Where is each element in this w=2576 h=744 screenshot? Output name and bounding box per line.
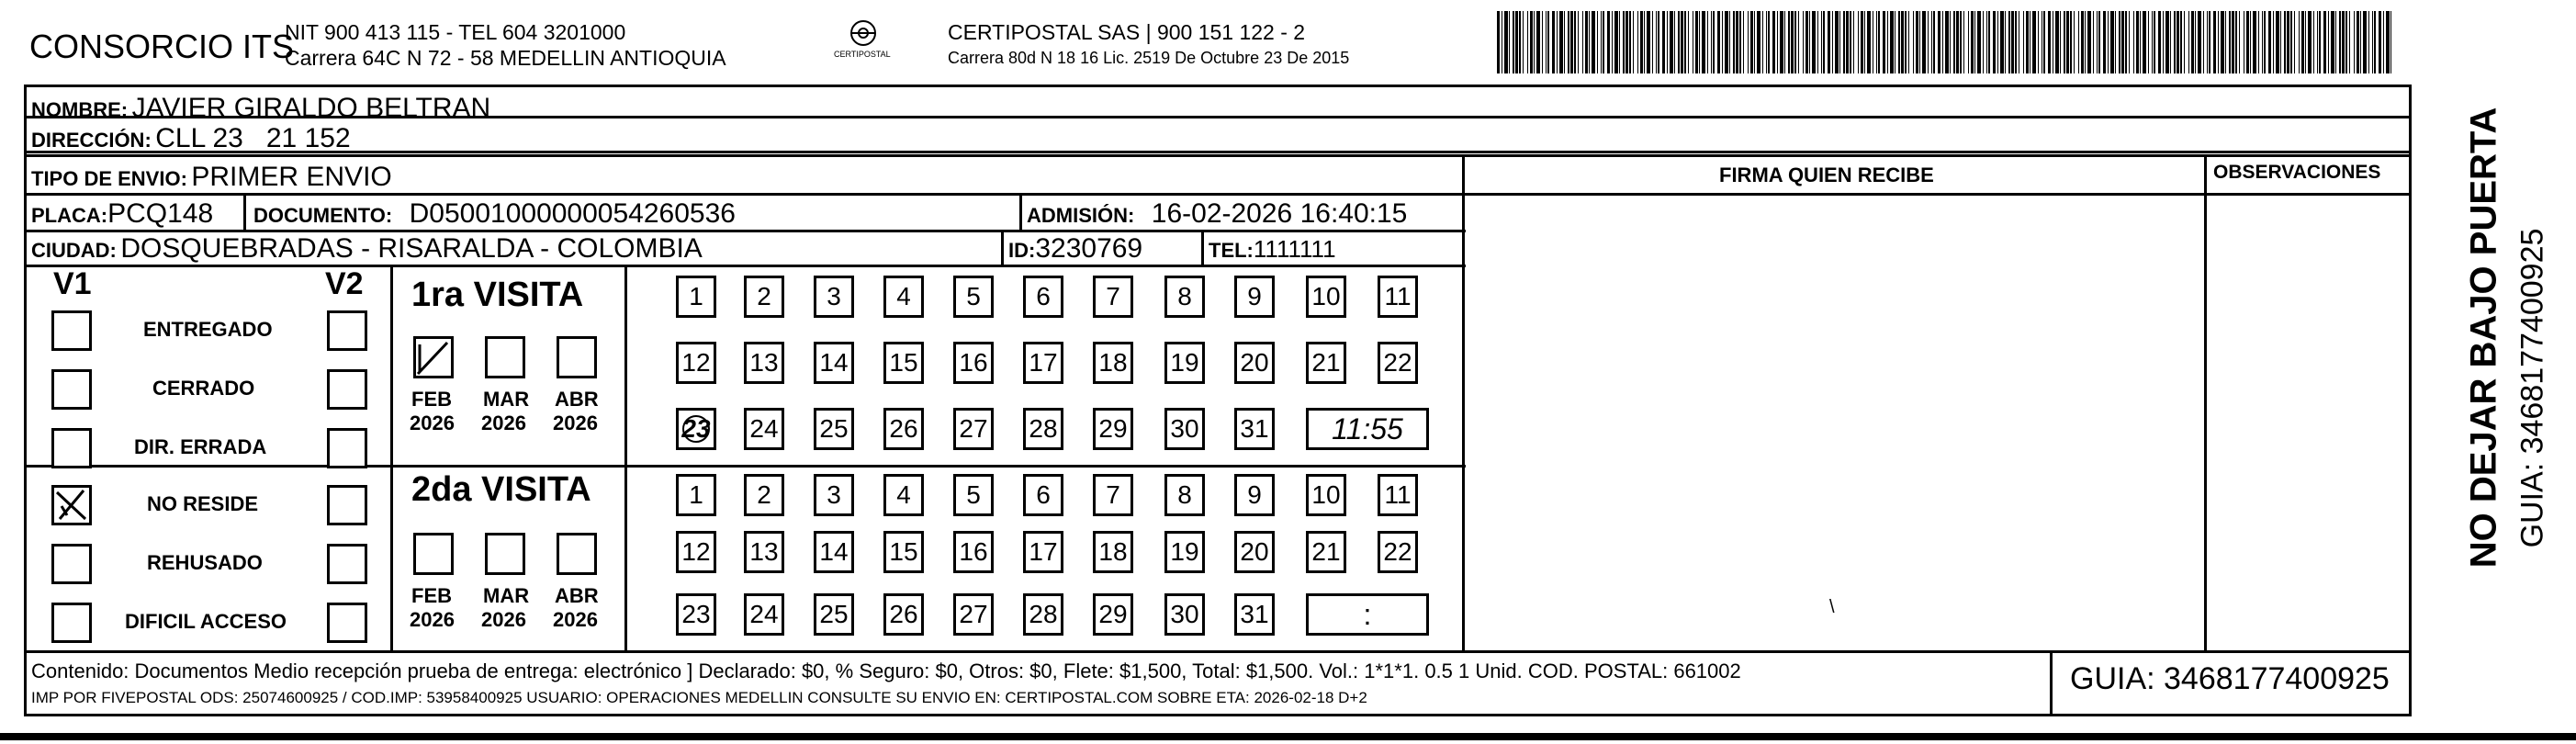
year-label: 2026 (553, 411, 598, 434)
day-cell[interactable]: 11 (1378, 276, 1418, 318)
carrier-address: Carrera 80d N 18 16 Lic. 2519 De Octubre 23 De 2015 (948, 49, 1350, 67)
footer-imp: IMP POR FIVEPOSTAL ODS: 25074600925 / COD.IMP: 53958400925 USUARIO: OPERACIONES MEDELLIN CONSULTE SU ENVIO EN: CERTIPOSTAL.COM SOBRE ETA: 2026-02-18 D+2 (31, 689, 1367, 706)
footer-guia: GUIA: 3468177400925 (2070, 661, 2390, 696)
ciudad-value: DOSQUEBRADAS - RISARALDA - COLOMBIA (120, 233, 703, 264)
day-cell[interactable]: 4 (883, 474, 924, 516)
nombre-label: NOMBRE: JAVIER GIRALDO BELTRAN (31, 93, 491, 123)
bottom-edge (0, 733, 2576, 740)
placa-label: PLACA:PCQ148 (31, 198, 214, 229)
day-cell[interactable]: 13 (744, 531, 784, 573)
carrier-name-nit: CERTIPOSTAL SAS | 900 151 122 - 2 (948, 20, 1306, 44)
day-cell[interactable]: 31 (1234, 593, 1275, 636)
day-cell[interactable]: 2 (744, 276, 784, 318)
day-cell[interactable]: 12 (676, 342, 716, 384)
documento-label: DOCUMENTO: D05001000000054260536 (253, 198, 736, 229)
direccion-value: CLL 23 21 152 (155, 123, 351, 153)
day-cell[interactable]: 20 (1234, 342, 1275, 384)
tel-label: TEL:1111111 (1209, 235, 1336, 263)
month-label: MAR (483, 584, 530, 607)
status-v1-checkbox[interactable] (51, 428, 92, 468)
status-v2-checkbox[interactable] (327, 485, 367, 525)
day-cell[interactable]: 16 (953, 531, 994, 573)
status-v2-checkbox[interactable] (327, 544, 367, 584)
month-checkbox[interactable] (413, 336, 454, 378)
ciudad-label: CIUDAD: DOSQUEBRADAS - RISARALDA - COLOMBIA (31, 233, 703, 264)
day-cell[interactable]: 29 (1093, 593, 1133, 636)
status-label: CERRADO (152, 377, 255, 400)
status-label: REHUSADO (147, 551, 263, 574)
admision-value: 16-02-2026 16:40:15 (1151, 198, 1408, 229)
year-label: 2026 (481, 608, 526, 631)
month-checkbox[interactable] (413, 533, 454, 575)
day-cell[interactable]: 6 (1023, 276, 1063, 318)
day-cell[interactable]: 15 (883, 531, 924, 573)
visita1-title: 1ra VISITA (411, 276, 584, 314)
admision-label: ADMISIÓN: 16-02-2026 16:40:15 (1027, 198, 1408, 229)
day-cell[interactable]: 10 (1306, 276, 1346, 318)
v2-header: V2 (325, 266, 364, 301)
firma-header: FIRMA QUIEN RECIBE (1719, 163, 1934, 186)
status-label: NO RESIDE (147, 492, 259, 515)
direccion-label: DIRECCIÓN: CLL 23 21 152 (31, 123, 351, 153)
day-cell[interactable]: 7 (1093, 276, 1133, 318)
id-value: 3230769 (1035, 233, 1143, 264)
day-cell[interactable]: 27 (953, 408, 994, 450)
status-label: DIR. ERRADA (134, 435, 267, 458)
footer-contenido: Contenido: Documentos Medio recepción prueba de entrega: electrónico ] Declarado: $0, % Seguro: $0, Otros: $0, Flete: $1,500, Total: $1,500. Vol.: 1*1*1. 0.5 1 Unid. COD. POSTAL: 661002 (31, 659, 1741, 682)
side-notice-wrap (2424, 92, 2550, 625)
status-label: DIFICIL ACCESO (125, 610, 287, 633)
month-label: ABR (555, 584, 599, 607)
company-name: CONSORCIO ITS (29, 28, 295, 65)
day-cell[interactable]: 24 (744, 408, 784, 450)
day-cell[interactable]: 5 (953, 474, 994, 516)
year-label: 2026 (410, 411, 455, 434)
day-cell[interactable]: 9 (1234, 474, 1275, 516)
day-cell[interactable]: 24 (744, 593, 784, 636)
status-v2-checkbox[interactable] (327, 369, 367, 410)
status-v1-checkbox[interactable] (51, 603, 92, 643)
side-notice: NO DEJAR BAJO PUERTA (2463, 107, 2504, 569)
company-address: Carrera 64C N 72 - 58 MEDELLIN ANTIOQUIA (285, 46, 726, 70)
visita2-title: 2da VISITA (411, 470, 591, 509)
year-label: 2026 (481, 411, 526, 434)
day-cell[interactable]: 15 (883, 342, 924, 384)
tipo-envio-value: PRIMER ENVIO (191, 162, 392, 192)
day-cell[interactable]: 14 (814, 531, 854, 573)
day-cell[interactable]: 25 (814, 593, 854, 636)
day-cell[interactable]: 7 (1093, 474, 1133, 516)
company-nit-tel: NIT 900 413 115 - TEL 604 3201000 (285, 20, 626, 44)
day-cell[interactable]: 18 (1093, 342, 1133, 384)
certipostal-logo-text: CERTIPOSTAL (834, 50, 891, 59)
month-checkbox[interactable] (557, 336, 597, 378)
day-cell[interactable]: 13 (744, 342, 784, 384)
tipo-envio-label: TIPO DE ENVIO: PRIMER ENVIO (31, 162, 392, 192)
day-cell[interactable]: 20 (1234, 531, 1275, 573)
tel-value: 1111111 (1253, 235, 1336, 263)
day-cell[interactable]: 12 (676, 531, 716, 573)
month-checkbox[interactable] (557, 533, 597, 575)
time-box[interactable]: 11:55 (1306, 408, 1429, 450)
day-cell[interactable]: 11 (1378, 474, 1418, 516)
month-checkbox[interactable] (485, 533, 525, 575)
day-cell[interactable]: 22 (1378, 342, 1418, 384)
day-cell[interactable]: 23 (676, 408, 716, 450)
day-cell[interactable]: 28 (1023, 593, 1063, 636)
day-cell[interactable]: 26 (883, 593, 924, 636)
month-checkbox[interactable] (485, 336, 525, 378)
documento-value: D05001000000054260536 (409, 198, 736, 229)
day-cell[interactable]: 22 (1378, 531, 1418, 573)
day-cell[interactable]: 21 (1306, 531, 1346, 573)
day-cell[interactable]: 31 (1234, 408, 1275, 450)
day-cell[interactable]: 4 (883, 276, 924, 318)
signature-mark: \ (1829, 597, 1835, 617)
placa-value: PCQ148 (107, 198, 214, 229)
certipostal-logo (831, 18, 895, 64)
status-label: ENTREGADO (143, 318, 273, 341)
month-label: FEB (411, 584, 452, 607)
day-cell[interactable]: 8 (1164, 474, 1205, 516)
id-label: ID:3230769 (1008, 233, 1143, 264)
day-cell[interactable]: 17 (1023, 342, 1063, 384)
day-cell[interactable]: 30 (1164, 593, 1205, 636)
day-cell[interactable]: 10 (1306, 474, 1346, 516)
day-cell[interactable]: 3 (814, 276, 854, 318)
day-cell[interactable]: 30 (1164, 408, 1205, 450)
day-cell[interactable]: 23 (676, 593, 716, 636)
status-v1-checkbox[interactable] (51, 485, 92, 525)
year-label: 2026 (553, 608, 598, 631)
day-cell[interactable]: 26 (883, 408, 924, 450)
day-cell[interactable]: 28 (1023, 408, 1063, 450)
status-v1-checkbox[interactable] (51, 544, 92, 584)
day-cell[interactable]: 5 (953, 276, 994, 318)
day-cell[interactable]: 1 (676, 474, 716, 516)
day-cell[interactable]: 29 (1093, 408, 1133, 450)
status-v2-checkbox[interactable] (327, 603, 367, 643)
day-cell[interactable]: 2 (744, 474, 784, 516)
day-cell[interactable]: 18 (1093, 531, 1133, 573)
day-cell[interactable]: 1 (676, 276, 716, 318)
day-cell[interactable]: 19 (1164, 342, 1205, 384)
status-v2-checkbox[interactable] (327, 428, 367, 468)
time-box[interactable]: : (1306, 593, 1429, 636)
side-guia: GUIA: 3468177400925 (2514, 228, 2550, 548)
nombre-value: JAVIER GIRALDO BELTRAN (131, 93, 491, 123)
month-label: FEB (411, 388, 452, 411)
month-label: MAR (483, 388, 530, 411)
status-v2-checkbox[interactable] (327, 310, 367, 351)
observaciones-header: OBSERVACIONES (2213, 162, 2381, 183)
day-cell[interactable]: 25 (814, 408, 854, 450)
status-v1-checkbox[interactable] (51, 310, 92, 351)
barcode (1497, 11, 2397, 73)
day-cell[interactable]: 19 (1164, 531, 1205, 573)
day-cell[interactable]: 14 (814, 342, 854, 384)
day-cell[interactable]: 17 (1023, 531, 1063, 573)
day-cell[interactable]: 21 (1306, 342, 1346, 384)
day-cell[interactable]: 9 (1234, 276, 1275, 318)
day-cell[interactable]: 8 (1164, 276, 1205, 318)
v1-header: V1 (53, 266, 92, 301)
day-cell[interactable]: 27 (953, 593, 994, 636)
day-cell[interactable]: 16 (953, 342, 994, 384)
day-cell[interactable]: 3 (814, 474, 854, 516)
month-label: ABR (555, 388, 599, 411)
day-cell[interactable]: 6 (1023, 474, 1063, 516)
status-v1-checkbox[interactable] (51, 369, 92, 410)
year-label: 2026 (410, 608, 455, 631)
